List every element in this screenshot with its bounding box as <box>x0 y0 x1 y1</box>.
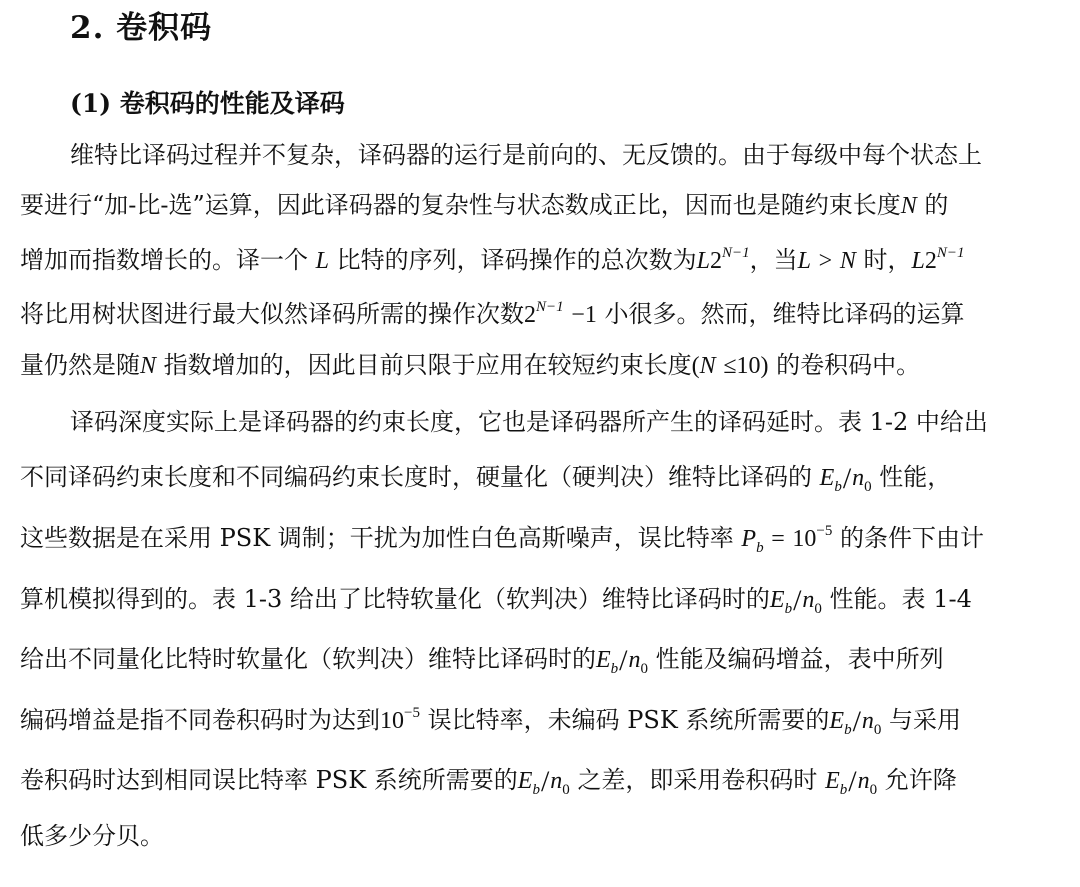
paragraph-1-line-4: 将比用树状图进行最大似然译码所需的操作次数$2^{N-1} -1$ 小很多。然而，维特比译码的运算 <box>20 299 965 328</box>
paragraph-2-line-7: 卷积码时达到相同误比特率 PSK 系统所需要的$E_b/n_0$ 之差，即采用卷积码时 $E_b/n_0$ 允许降 <box>20 765 957 798</box>
paragraph-2-line-4: 算机模拟得到的。表 1-3 给出了比特软量化（软判决）维特比译码时的$E_b/n_0$ 性能。表 1-4 <box>20 584 972 617</box>
paragraph-1-line-5: 量仍然是随N 指数增加的，因此目前只限于应用在较短约束长度(N ≤10) 的卷积码中。 <box>20 351 921 379</box>
paragraph-2-line-6: 编码增益是指不同卷积码时为达到$10^{-5}$ 误比特率，未编码 PSK 系统所需要的$E_b/n_0$ 与采用 <box>20 705 962 738</box>
section-number: 2. <box>70 10 105 46</box>
subsection-title: 卷积码的性能及译码 <box>119 89 345 118</box>
subsection-number: (1) <box>70 89 112 118</box>
paragraph-1-line-3: 增加而指数增长的。译一个 L 比特的序列，译码操作的总次数为$L2^{N-1}$，当L > N 时，$L2^{N-1}$ <box>20 245 965 274</box>
section-title: 卷积码 <box>116 10 213 46</box>
math-var-L: L <box>315 248 329 274</box>
section-heading <box>70 2 212 47</box>
paragraph-2-line-5: 给出不同量化比特时软量化（软判决）维特比译码时的$E_b/n_0$ 性能及编码增益，表中所列 <box>20 644 944 677</box>
paragraph-2-line-3: 这些数据是在采用 PSK 调制；干扰为加性白色高斯噪声，误比特率 $P_b = 10^{-5}$ 的条件下由计 <box>20 523 985 556</box>
paragraph-1-line-2: 要进行“加-比-选”运算，因此译码器的复杂性与状态数成正比，因而也是随约束长度N 的 <box>20 191 949 219</box>
paragraph-2-line-8: 低多少分贝。 <box>20 822 164 850</box>
paragraph-2-line-2: 不同译码约束长度和不同编码约束长度时，硬量化（硬判决）维特比译码的 $E_b/n_0$ 性能， <box>20 462 952 495</box>
math-var-N: N <box>900 193 917 219</box>
paragraph-1-line-1: 维特比译码过程并不复杂，译码器的运行是前向的、无反馈的。由于每级中每个状态上 <box>70 141 982 169</box>
paragraph-2-line-1: 译码深度实际上是译码器的约束长度，它也是译码器所产生的译码延时。表 1-2 中给出 <box>70 408 988 436</box>
subsection-heading <box>70 84 345 120</box>
